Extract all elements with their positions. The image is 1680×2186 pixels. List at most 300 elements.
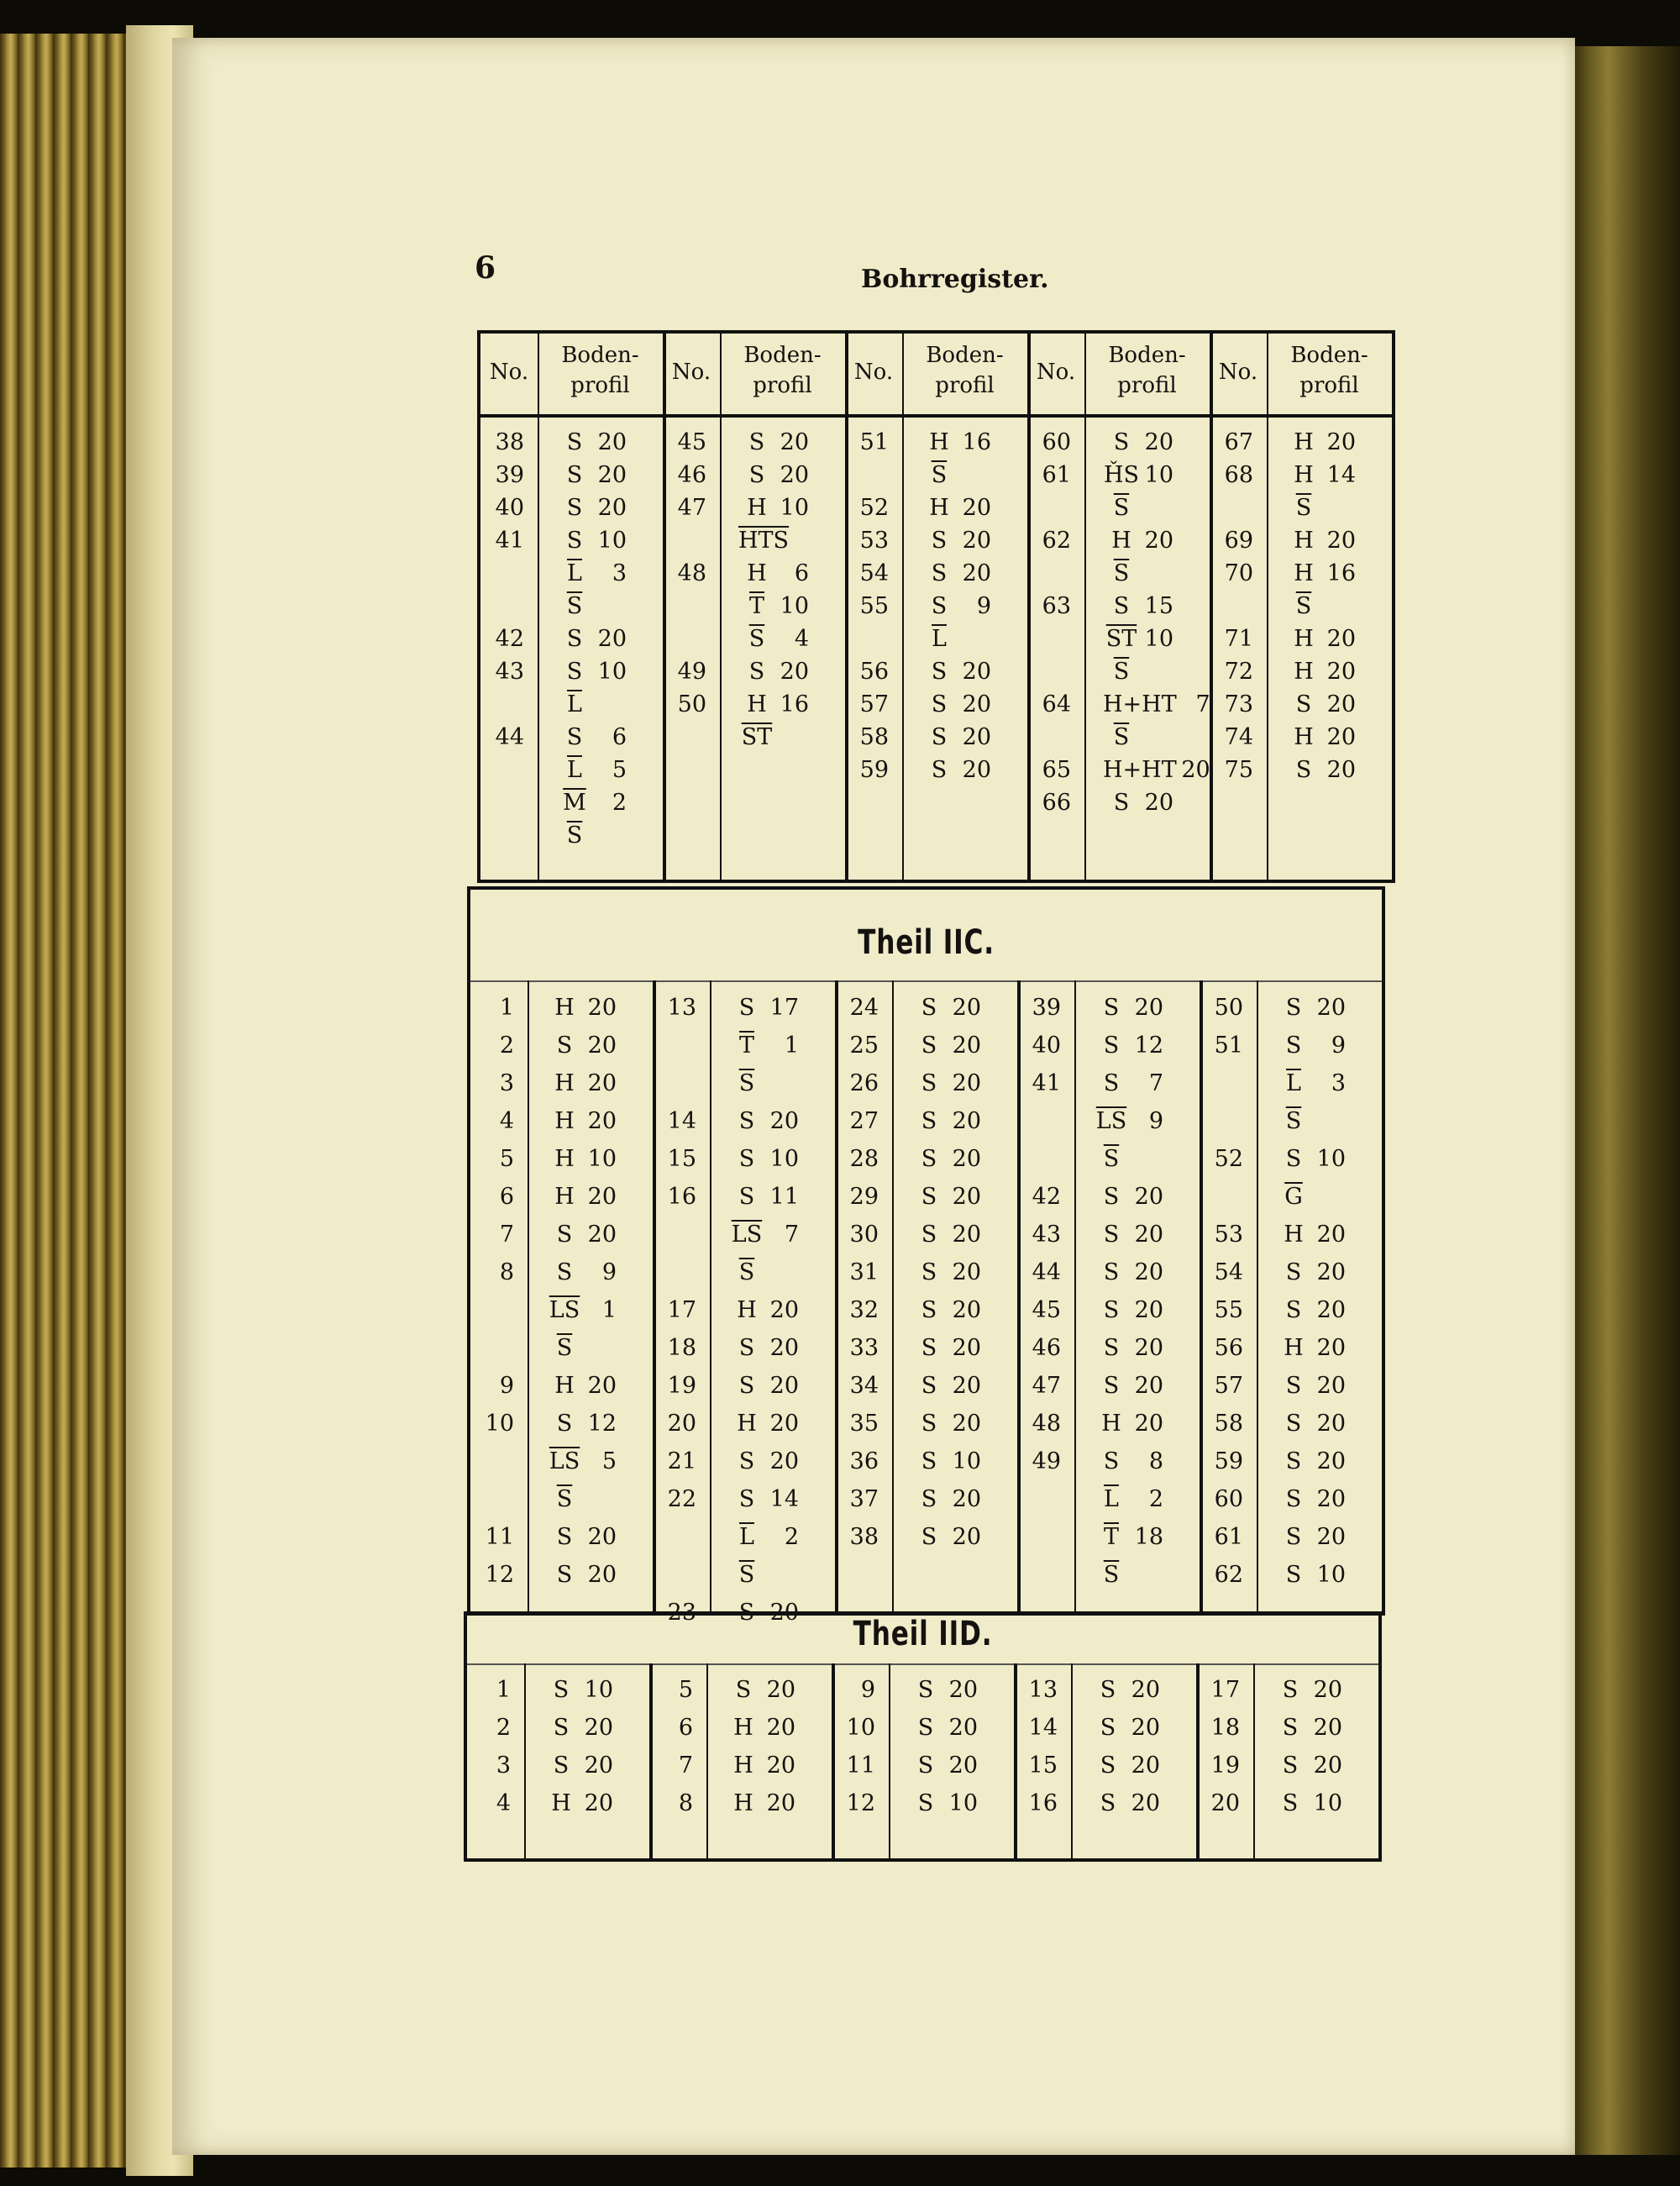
entry-number: 16 (667, 1184, 696, 1210)
depth-value: 10 (1144, 462, 1173, 488)
soil-code: H+HT (1103, 757, 1177, 783)
bodenprofil-entry (1275, 1033, 1359, 1059)
entry-number: 52 (859, 495, 889, 521)
bodenprofil-entry (546, 1486, 630, 1512)
depth-value: 7 (784, 1222, 799, 1248)
soil-code: H (733, 1715, 753, 1741)
entry-number: 9 (860, 1677, 875, 1703)
bodenprofil-entry (728, 1184, 812, 1210)
entry-number: 41 (495, 528, 524, 554)
entry-number: 22 (667, 1486, 696, 1512)
bodenprofil-entry (1093, 1373, 1177, 1399)
entry-number: 25 (849, 1033, 879, 1059)
bodenprofil-entry (911, 1070, 995, 1096)
entry-number: 30 (849, 1222, 879, 1248)
soil-code: S (1103, 995, 1120, 1021)
depth-value: 20 (962, 724, 991, 750)
entry-number: 56 (859, 659, 889, 685)
depth-value: 20 (587, 1222, 617, 1248)
soil-code: S (931, 560, 948, 586)
entry-number: 13 (1028, 1677, 1058, 1703)
bodenprofil-entry (911, 1524, 995, 1550)
bodenprofil-entry (1275, 1562, 1359, 1588)
entry-number: 37 (849, 1486, 879, 1512)
entry-number: 23 (667, 1600, 696, 1626)
soil-code: $\overline{LS}$ (731, 1222, 763, 1248)
soil-code: S (1103, 1259, 1120, 1285)
entry-number: 9 (499, 1373, 514, 1399)
bodenprofil-entry (921, 757, 1005, 783)
depth-value: 20 (948, 1752, 978, 1779)
depth-value: 20 (597, 462, 627, 488)
soil-code: H (1294, 429, 1314, 455)
bodenprofil-entry (911, 1448, 995, 1474)
column-divider (1200, 980, 1203, 1612)
soil-code: S (921, 1373, 937, 1399)
soil-code: H (1294, 626, 1314, 652)
soil-code: S (1103, 1297, 1120, 1323)
depth-value: 20 (587, 995, 617, 1021)
entry-number: 3 (496, 1752, 511, 1779)
bodenprofil-entry (1272, 1790, 1356, 1816)
depth-value: 10 (948, 1790, 978, 1816)
depth-value: 20 (769, 1411, 799, 1437)
bodenprofil-entry (1285, 528, 1369, 554)
bodenprofil-entry (1093, 1259, 1177, 1285)
entry-number: 40 (1032, 1033, 1061, 1059)
depth-value: 20 (952, 1222, 981, 1248)
bodenprofil-entry (546, 1146, 630, 1172)
bodenprofil-entry (907, 1715, 991, 1741)
depth-value: 20 (952, 1033, 981, 1059)
column-divider (710, 980, 711, 1612)
bodenprofil-entry (738, 724, 822, 750)
bodenprofil-entry (1093, 1297, 1177, 1323)
bodenprofil-entry (1093, 1146, 1177, 1172)
depth-value: 20 (1134, 995, 1163, 1021)
bodenprofil-entry (1093, 1335, 1177, 1361)
depth-value: 10 (1316, 1562, 1346, 1588)
depth-value: 20 (952, 1297, 981, 1323)
soil-code: H (1111, 528, 1131, 554)
soil-code: H (747, 691, 767, 717)
depth-value: 20 (952, 1184, 981, 1210)
depth-value: 20 (780, 659, 809, 685)
depth-value: 1 (784, 1033, 799, 1059)
depth-value: 10 (597, 659, 627, 685)
bodenprofil-entry (1103, 659, 1187, 685)
soil-code: S (1113, 593, 1130, 619)
depth-value: 7 (1148, 1070, 1163, 1096)
bodenprofil-entry (546, 1411, 630, 1437)
depth-value: 10 (1144, 626, 1173, 652)
soil-code: $\overline{ST}$ (1105, 626, 1137, 652)
soil-code: S (1103, 1448, 1120, 1474)
soil-code: S (566, 724, 583, 750)
bodenprofil-entry (738, 462, 822, 488)
bodenprofil-entry (1089, 1677, 1173, 1703)
entry-number: 52 (1214, 1146, 1243, 1172)
bodenprofil-entry (1275, 1448, 1359, 1474)
soil-code: S (556, 1524, 573, 1550)
soil-code: $\overline{S}$ (566, 822, 583, 849)
soil-code: S (738, 1184, 755, 1210)
entry-number: 51 (859, 429, 889, 455)
depth-value: 20 (1316, 1524, 1346, 1550)
soil-code: S (931, 528, 948, 554)
depth-value: 11 (769, 1184, 799, 1210)
entry-number: 50 (677, 691, 706, 717)
section-divider (470, 980, 1382, 982)
bodenprofil-entry (1285, 560, 1369, 586)
bodenprofil-entry (1093, 1108, 1177, 1134)
bodenprofil-entry (728, 1259, 812, 1285)
bodenprofil-entry (1103, 790, 1187, 816)
bodenprofil-entry (1275, 1373, 1359, 1399)
bodenprofil-entry (728, 1562, 812, 1588)
depth-value: 20 (952, 1411, 981, 1437)
soil-code: S (556, 1411, 573, 1437)
depth-value: 20 (952, 995, 981, 1021)
entry-number: 6 (499, 1184, 514, 1210)
bodenprofil-entry (738, 691, 822, 717)
entry-number: 40 (495, 495, 524, 521)
bodenprofil-entry (546, 1373, 630, 1399)
bodenprofil-entry (911, 1222, 995, 1248)
soil-code: S (1103, 1222, 1120, 1248)
soil-code: S (931, 659, 948, 685)
bodenprofil-entry (911, 1259, 995, 1285)
soil-code: S (921, 1033, 937, 1059)
running-head: Bohrregister. (861, 265, 1049, 294)
bodenprofil-entry (738, 528, 822, 554)
soil-code: S (1285, 1448, 1302, 1474)
depth-value: 20 (962, 757, 991, 783)
bodenprofil-entry (921, 560, 1005, 586)
depth-value: 20 (962, 659, 991, 685)
bodenprofil-entry (1103, 593, 1187, 619)
depth-value: 20 (1134, 1259, 1163, 1285)
depth-value: 20 (587, 1033, 617, 1059)
bodenprofil-entry (921, 462, 1005, 488)
bodenprofil-entry (1285, 593, 1369, 619)
depth-value: 20 (766, 1715, 795, 1741)
column-divider (1071, 1663, 1073, 1858)
depth-value: 20 (1316, 1222, 1346, 1248)
bodenprofil-entry (546, 1335, 630, 1361)
soil-code: S (1285, 1259, 1302, 1285)
depth-value: 20 (769, 1600, 799, 1626)
entry-number: 45 (677, 429, 706, 455)
depth-value: 20 (952, 1146, 981, 1172)
bodenprofil-entry (907, 1752, 991, 1779)
depth-value: 20 (1134, 1335, 1163, 1361)
soil-code: $\overline{L}$ (1286, 1070, 1301, 1096)
entry-number: 20 (667, 1411, 696, 1437)
soil-code: S (1100, 1715, 1116, 1741)
depth-value: 15 (1144, 593, 1173, 619)
entry-number: 6 (678, 1715, 693, 1741)
soil-code: S (738, 1146, 755, 1172)
bodenprofil-entry (1275, 1222, 1359, 1248)
bodenprofil-entry (1093, 1033, 1177, 1059)
soil-code: S (1113, 429, 1130, 455)
bodenprofil-entry (556, 462, 640, 488)
bodenprofil-entry (1103, 429, 1187, 455)
bodenprofil-entry (738, 659, 822, 685)
entry-number: 21 (667, 1448, 696, 1474)
bodenprofil-entry (907, 1790, 991, 1816)
soil-code: S (556, 1222, 573, 1248)
soil-code: S (566, 462, 583, 488)
bodenprofil-entry (921, 495, 1005, 521)
bodenprofil-entry (921, 691, 1005, 717)
bodenprofil-entry (911, 1373, 995, 1399)
entry-number: 33 (849, 1335, 879, 1361)
soil-code: $\overline{S}$ (1113, 659, 1130, 685)
bodenprofil-entry (1093, 1448, 1177, 1474)
soil-code: H (554, 1070, 575, 1096)
bodenprofil-entry (1285, 429, 1369, 455)
bodenprofil-entry (1275, 1335, 1359, 1361)
entry-number: 46 (677, 462, 706, 488)
bodenprofil-entry (556, 593, 640, 619)
bodenprofil-entry (728, 1146, 812, 1172)
soil-code: $\overline{LS}$ (549, 1297, 580, 1323)
entry-number: 72 (1224, 659, 1253, 685)
depth-value: 20 (1316, 1486, 1346, 1512)
soil-code: S (931, 691, 948, 717)
bodenprofil-entry (725, 1715, 809, 1741)
soil-code: $\overline{S}$ (1103, 1146, 1120, 1172)
depth-value: 4 (794, 626, 809, 652)
bodenprofil-entry (1272, 1715, 1356, 1741)
bodenprofil-entry (1285, 495, 1369, 521)
entry-number: 47 (677, 495, 706, 521)
entry-number: 41 (1032, 1070, 1061, 1096)
column-divider (902, 334, 904, 880)
column-divider (1074, 980, 1076, 1612)
soil-code: S (553, 1752, 570, 1779)
bodenprofil-entry (1089, 1790, 1173, 1816)
soil-code: H (747, 560, 767, 586)
entry-number: 58 (859, 724, 889, 750)
bodenprofil-entry (1275, 1297, 1359, 1323)
entry-number: 1 (499, 995, 514, 1021)
entry-number: 5 (499, 1146, 514, 1172)
depth-value: 20 (1313, 1715, 1342, 1741)
soil-code: $\overline{T}$ (1103, 1524, 1119, 1550)
depth-value: 3 (612, 560, 627, 586)
bodenprofil-entry (911, 1335, 995, 1361)
bodenprofil-entry (725, 1677, 809, 1703)
soil-code: S (556, 1259, 573, 1285)
entry-number: 68 (1224, 462, 1253, 488)
depth-value: 20 (1326, 691, 1356, 717)
bodenprofil-entry (728, 1373, 812, 1399)
depth-value: 20 (948, 1715, 978, 1741)
bodenprofil-entry (1275, 1146, 1359, 1172)
soil-code: S (738, 1108, 755, 1134)
bodenprofil-entry (1275, 1070, 1359, 1096)
bodenprofil-entry (921, 724, 1005, 750)
soil-code: S (917, 1715, 934, 1741)
bodenprofil-entry (1093, 1411, 1177, 1437)
soil-code: S (921, 1486, 937, 1512)
depth-value: 20 (1326, 659, 1356, 685)
soil-code: S (921, 1070, 937, 1096)
depth-value: 2 (784, 1524, 799, 1550)
header-no: No. (1218, 360, 1258, 385)
bodenprofil-entry (738, 626, 822, 652)
entry-number: 53 (859, 528, 889, 554)
depth-value: 20 (584, 1752, 613, 1779)
soil-code: $\overline{L}$ (567, 757, 582, 783)
bodenprofil-entry (728, 1524, 812, 1550)
bodenprofil-entry (543, 1752, 627, 1779)
entry-number: 11 (485, 1524, 514, 1550)
bodenprofil-entry (556, 724, 640, 750)
bodenprofil-entry (911, 1146, 995, 1172)
bodenprofil-entry (1272, 1677, 1356, 1703)
entry-number: 57 (859, 691, 889, 717)
bodenprofil-entry (911, 1108, 995, 1134)
soil-code: $\overline{S}$ (931, 462, 948, 488)
soil-code: H (554, 1373, 575, 1399)
depth-value: 20 (952, 1524, 981, 1550)
bodenprofil-entry (543, 1790, 627, 1816)
depth-value: 20 (769, 1373, 799, 1399)
soil-code: S (1295, 757, 1312, 783)
entry-number: 50 (1214, 995, 1243, 1021)
entry-number: 51 (1214, 1033, 1243, 1059)
soil-code: $\overline{S}$ (738, 1070, 755, 1096)
depth-value: 20 (587, 1108, 617, 1134)
bodenprofil-entry (556, 560, 640, 586)
soil-code: S (1295, 691, 1312, 717)
entry-number: 18 (1210, 1715, 1240, 1741)
depth-value: 2 (612, 790, 627, 816)
header-boden: Boden- (926, 343, 1004, 368)
entry-number: 57 (1214, 1373, 1243, 1399)
entry-number: 10 (846, 1715, 875, 1741)
depth-value: 20 (597, 429, 627, 455)
depth-value: 20 (1131, 1715, 1160, 1741)
bodenprofil-entry (1103, 462, 1187, 488)
entry-number: 7 (499, 1222, 514, 1248)
entry-number: 31 (849, 1259, 879, 1285)
soil-code: S (1103, 1033, 1120, 1059)
bodenprofil-entry (1093, 1562, 1177, 1588)
depth-value: 20 (1326, 429, 1356, 455)
soil-code: ȞS (1103, 462, 1140, 488)
soil-code: $\overline{L}$ (739, 1524, 754, 1550)
depth-value: 20 (1131, 1790, 1160, 1816)
column-divider (720, 334, 722, 880)
soil-code: S (1285, 1033, 1302, 1059)
bodenprofil-entry (556, 757, 640, 783)
column-divider (1210, 334, 1213, 880)
entry-number: 14 (667, 1108, 696, 1134)
soil-code: S (738, 1600, 755, 1626)
depth-value: 20 (587, 1070, 617, 1096)
entry-number: 45 (1032, 1297, 1061, 1323)
depth-value: 16 (1326, 560, 1356, 586)
bodenprofil-entry (1285, 691, 1369, 717)
depth-value: 20 (1326, 757, 1356, 783)
entry-number: 65 (1042, 757, 1071, 783)
depth-value: 20 (1134, 1184, 1163, 1210)
bodenprofil-entry (546, 1184, 630, 1210)
soil-code: S (738, 1486, 755, 1512)
depth-value: 10 (1313, 1790, 1342, 1816)
depth-value: 20 (952, 1070, 981, 1096)
entry-number: 3 (499, 1070, 514, 1096)
soil-code: $\overline{S}$ (1103, 1562, 1120, 1588)
header-boden: Boden- (561, 343, 639, 368)
entry-number: 43 (1032, 1222, 1061, 1248)
depth-value: 20 (1316, 1297, 1346, 1323)
entry-number: 64 (1042, 691, 1071, 717)
entry-number: 17 (1210, 1677, 1240, 1703)
depth-value: 20 (962, 528, 991, 554)
entry-number: 71 (1224, 626, 1253, 652)
section-title-theil-iid: Theil IID. (853, 1615, 993, 1653)
entry-number: 4 (499, 1108, 514, 1134)
entry-number: 29 (849, 1184, 879, 1210)
entry-number: 63 (1042, 593, 1071, 619)
entry-number: 1 (496, 1677, 511, 1703)
bodenprofil-entry (738, 560, 822, 586)
soil-code: H (1101, 1411, 1121, 1437)
entry-number: 56 (1214, 1335, 1243, 1361)
soil-code: S (921, 1108, 937, 1134)
bodenprofil-entry (911, 1184, 995, 1210)
depth-value: 20 (587, 1373, 617, 1399)
depth-value: 10 (584, 1677, 613, 1703)
depth-value: 20 (1316, 1373, 1346, 1399)
soil-code: $\overline{G}$ (1284, 1184, 1303, 1210)
depth-value: 20 (769, 1448, 799, 1474)
header-bodenprofil (538, 340, 663, 401)
entry-number: 42 (1032, 1184, 1061, 1210)
soil-code: $\overline{M}$ (563, 790, 586, 816)
header-profil: profil (1117, 373, 1177, 398)
entry-number: 26 (849, 1070, 879, 1096)
soil-code: H (554, 995, 575, 1021)
entry-number: 62 (1042, 528, 1071, 554)
soil-code: H (1284, 1335, 1304, 1361)
bodenprofil-entry (1275, 995, 1359, 1021)
depth-value: 20 (766, 1677, 795, 1703)
depth-value: 20 (597, 495, 627, 521)
bodenprofil-entry (556, 528, 640, 554)
entry-number: 39 (495, 462, 524, 488)
bodenprofil-entry (543, 1677, 627, 1703)
soil-code: $\overline{S}$ (556, 1335, 573, 1361)
soil-code: S (1285, 1562, 1302, 1588)
depth-value: 20 (1316, 1411, 1346, 1437)
entry-number: 60 (1214, 1486, 1243, 1512)
soil-code: $\overline{ST}$ (741, 724, 773, 750)
soil-code: $\overline{T}$ (748, 593, 764, 619)
depth-value: 16 (780, 691, 809, 717)
entry-number: 34 (849, 1373, 879, 1399)
soil-code: $\overline{S}$ (738, 1562, 755, 1588)
soil-code: S (748, 429, 765, 455)
entry-number: 59 (859, 757, 889, 783)
depth-value: 20 (952, 1373, 981, 1399)
